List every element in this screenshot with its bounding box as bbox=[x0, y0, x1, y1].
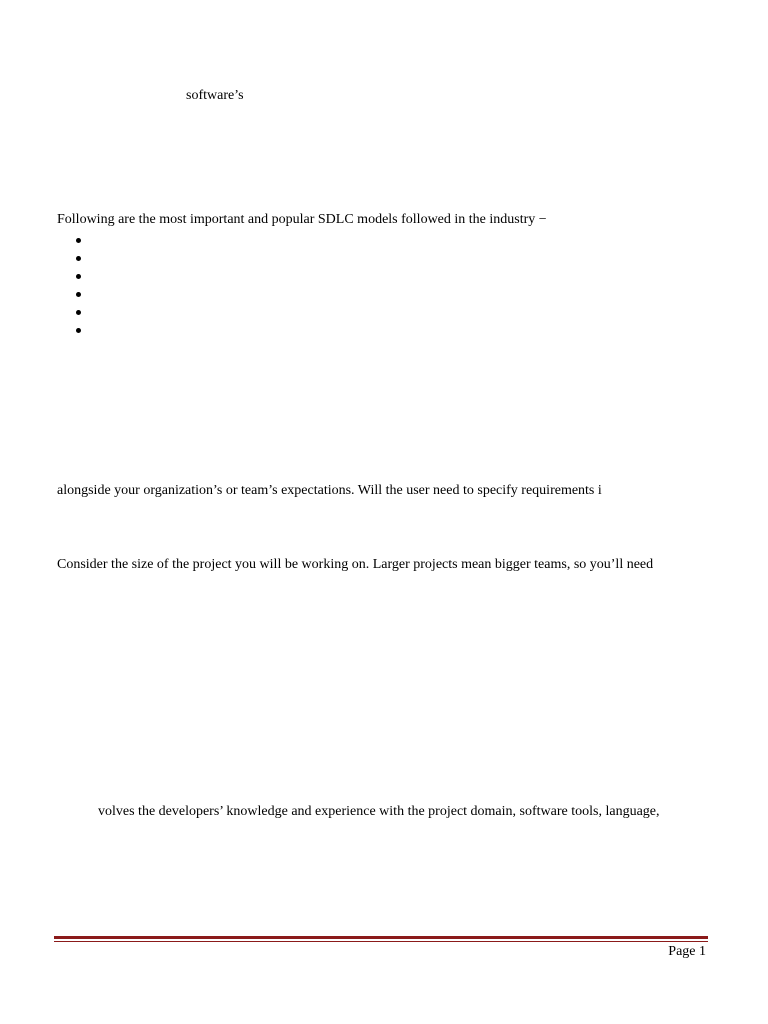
bullet-item bbox=[76, 320, 81, 338]
sdlc-intro-sentence: Following are the most important and popular SDLC models followed in the industry − bbox=[57, 212, 547, 227]
sdlc-models-bullet-list bbox=[76, 230, 81, 338]
paragraph-developer-knowledge: volves the developers’ knowledge and experience with the project domain, software tools, language, bbox=[98, 804, 660, 819]
paragraph-project-size: Consider the size of the project you will be working on. Larger projects mean bigger teams, so you’ll need bbox=[57, 557, 654, 572]
bullet-icon bbox=[76, 292, 81, 297]
bullet-icon bbox=[76, 238, 81, 243]
footer-rule-thick bbox=[54, 936, 708, 939]
bullet-item bbox=[76, 266, 81, 284]
paragraph-expectations: alongside your organization’s or team’s expectations. Will the user need to specify requirements i bbox=[57, 483, 602, 498]
bullet-icon bbox=[76, 274, 81, 279]
text-fragment-softwares: software’s bbox=[186, 88, 244, 103]
bullet-icon bbox=[76, 310, 81, 315]
bullet-item bbox=[76, 284, 81, 302]
bullet-item bbox=[76, 230, 81, 248]
bullet-item bbox=[76, 248, 81, 266]
bullet-icon bbox=[76, 256, 81, 261]
bullet-icon bbox=[76, 328, 81, 333]
bullet-item bbox=[76, 302, 81, 320]
page-number: Page 1 bbox=[668, 944, 706, 959]
footer-rule-thin bbox=[54, 941, 708, 942]
